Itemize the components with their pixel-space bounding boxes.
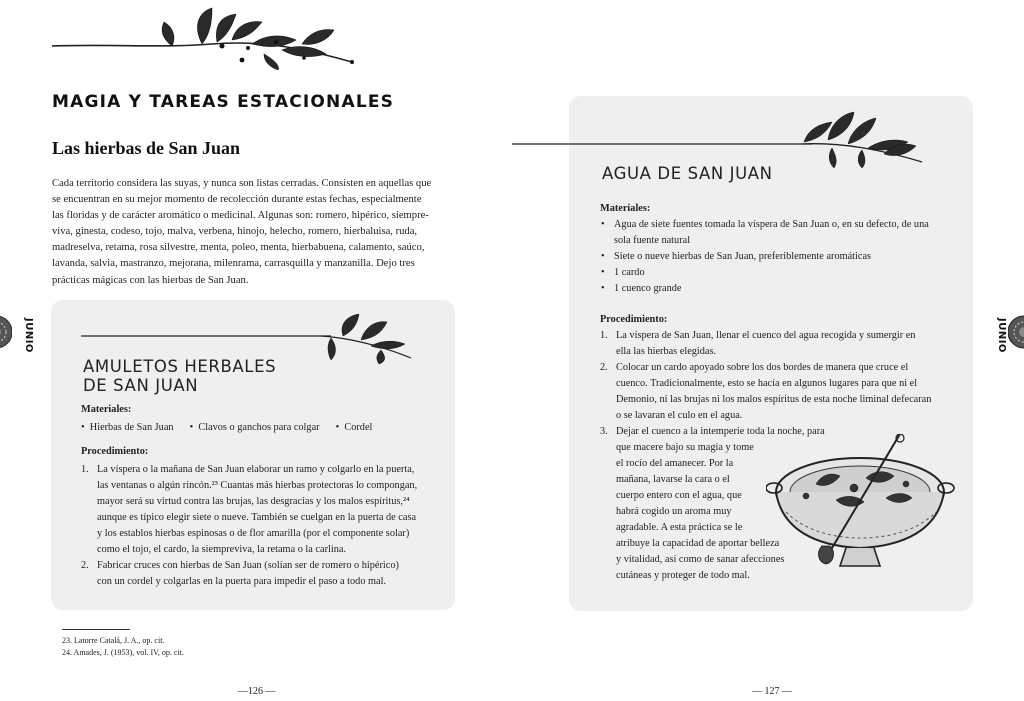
- step-line: mayor será su virtud contra las brujas, las desgracias y los malos espíritus,²⁴: [97, 496, 410, 507]
- mandala-tab-icon: [0, 304, 12, 360]
- step-line: con un cordel y colgarlas en la puerta para impedir el paso a todo mal.: [97, 576, 387, 587]
- box-title-line: AMULETOS HERBALES: [83, 357, 277, 376]
- materials-list: [600, 217, 960, 297]
- step-line: y los establos hierbas espinosas o de flor amarilla (por el componente solar): [97, 528, 410, 539]
- amulets-recipe-box: [51, 300, 455, 610]
- bowl-with-herbs-illustration-icon: [766, 434, 966, 574]
- herb-sprig-icon: [512, 104, 964, 168]
- step-line: habrá cogido un aroma muy: [616, 506, 732, 517]
- material-item: • 1 cuenco grande: [600, 281, 960, 297]
- step-line: mañana, lavarse la cara o el: [616, 474, 730, 485]
- footnote-rule: [62, 629, 130, 630]
- step-line: el rocío del amanecer. Por la: [616, 458, 734, 469]
- intro-line: viva, ginesta, codeso, tojo, malva, verbena, hinojo, helecho, romero, hierbaluisa, ruda,: [52, 226, 418, 238]
- right-page: [512, 0, 1024, 701]
- material-item: • Cordel: [335, 422, 373, 433]
- step-line: que macere bajo su magia y tome: [616, 442, 754, 453]
- step-line: Fabricar cruces con hierbas de San Juan (solían ser de romero o hipérico): [97, 560, 399, 571]
- box-title: [83, 357, 276, 395]
- step-line: La víspera o la mañana de San Juan elaborar un ramo y colgarlo en la puerta,: [97, 464, 415, 475]
- intro-paragraph: [52, 176, 456, 289]
- side-tab-label: JUNIO: [23, 318, 34, 353]
- materials-list: [81, 420, 372, 436]
- footnote: 23. Latorre Catalá, J. A., op. cit.: [62, 636, 165, 645]
- material-item: • Clavos o ganchos para colgar: [189, 422, 320, 433]
- procedure-list: [81, 462, 451, 590]
- step-line: y vitalidad, así como de sanar afecciones: [616, 554, 785, 565]
- step-line: Colocar un cardo apoyado sobre los dos bordes de manera que cruce el: [616, 362, 909, 373]
- step-number: 1.: [600, 330, 608, 341]
- material-item: • Hierbas de San Juan: [81, 422, 174, 433]
- procedure-step: [81, 462, 451, 558]
- page-number: —126 —: [238, 686, 276, 697]
- box-title: AGUA DE SAN JUAN: [602, 164, 773, 183]
- material-item: • Agua de siete fuentes tomada la víspera de San Juan o, en su defecto, de una sola fuente natural: [600, 217, 960, 249]
- step-line: ella las hierbas elegidas.: [616, 346, 717, 357]
- materials-heading: Materiales:: [600, 203, 651, 214]
- intro-line: madreselva, retama, rosa silvestre, menta, poleo, menta, hierbabuena, calamento, saúco,: [52, 242, 425, 254]
- material-item: • Siete o nueve hierbas de San Juan, preferiblemente aromáticas: [600, 249, 960, 265]
- procedure-step: [81, 558, 451, 590]
- step-line: Demonio, ni las brujas ni los malos espíritus de esta noche liminal defecaran: [616, 394, 932, 405]
- box-title-line: DE SAN JUAN: [83, 376, 199, 395]
- step-line: como el tojo, el cardo, la siempreviva, la retama o la carlina.: [97, 544, 347, 555]
- page-number: — 127 —: [752, 686, 792, 697]
- procedure-heading: Procedimiento:: [600, 314, 668, 325]
- intro-line: se encuentran en su mejor momento de recolección durante estas fechas, especialmente: [52, 194, 422, 206]
- intro-line: las floridas y de carácter aromático o medicinal. Algunas son: romero, hipérico, siempre-: [52, 210, 429, 222]
- step-number: 2.: [600, 362, 608, 373]
- step-line: cutáneas y proteger de todo mal.: [616, 570, 750, 581]
- step-number: 2.: [81, 560, 89, 571]
- step-line: las ventanas o algún rincón.²³ Cuantas más hierbas protectoras lo compongan,: [97, 480, 418, 491]
- step-line: aunque es típico elegir siete o nueve. También se cuelgan en la puerta de casa: [97, 512, 417, 523]
- step-line: atribuye la capacidad de aportar belleza: [616, 538, 780, 549]
- materials-heading: Materiales:: [81, 404, 132, 415]
- section-title: Las hierbas de San Juan: [52, 138, 241, 158]
- side-tab-label: JUNIO: [996, 318, 1007, 353]
- footnotes: [62, 635, 184, 659]
- intro-line: lavanda, salvia, mastranzo, mejorana, milenrama, carrasquilla y manzanilla. Dejo tres: [52, 258, 415, 270]
- material-item: • 1 cardo: [600, 265, 960, 281]
- procedure-step: [600, 328, 966, 360]
- step-line: o se lavaran el culo en el agua.: [616, 410, 743, 421]
- procedure-heading: Procedimiento:: [81, 446, 149, 457]
- step-line: La víspera de San Juan, llenar el cuenco del agua recogida y sumergir en: [616, 330, 916, 341]
- chapter-title: MAGIA Y TAREAS ESTACIONALES: [52, 92, 395, 112]
- step-line: agradable. A esta práctica se le: [616, 522, 743, 533]
- step-number: 1.: [81, 464, 89, 475]
- step-number: 3.: [600, 426, 608, 437]
- step-line: Dejar el cuenco a la intemperie toda la noche, para: [616, 426, 825, 437]
- procedure-step: [600, 360, 966, 424]
- intro-line: prácticas mágicas con las hierbas de San Juan.: [52, 274, 249, 286]
- botanical-vine-ornament-icon: [52, 4, 380, 70]
- step-line: cuenco. Tradicionalmente, esto se hacía en algunos lugares para que ni el: [616, 378, 918, 389]
- herb-sprig-icon: [81, 306, 421, 364]
- intro-line: Cada territorio considera las suyas, y nunca son listas cerradas. Consisten en aquellas que: [52, 178, 432, 189]
- footnote: 24. Amades, J. (1953), vol. IV, op. cit.: [62, 648, 184, 657]
- step-line: cuerpo entero con el agua, que: [616, 490, 742, 501]
